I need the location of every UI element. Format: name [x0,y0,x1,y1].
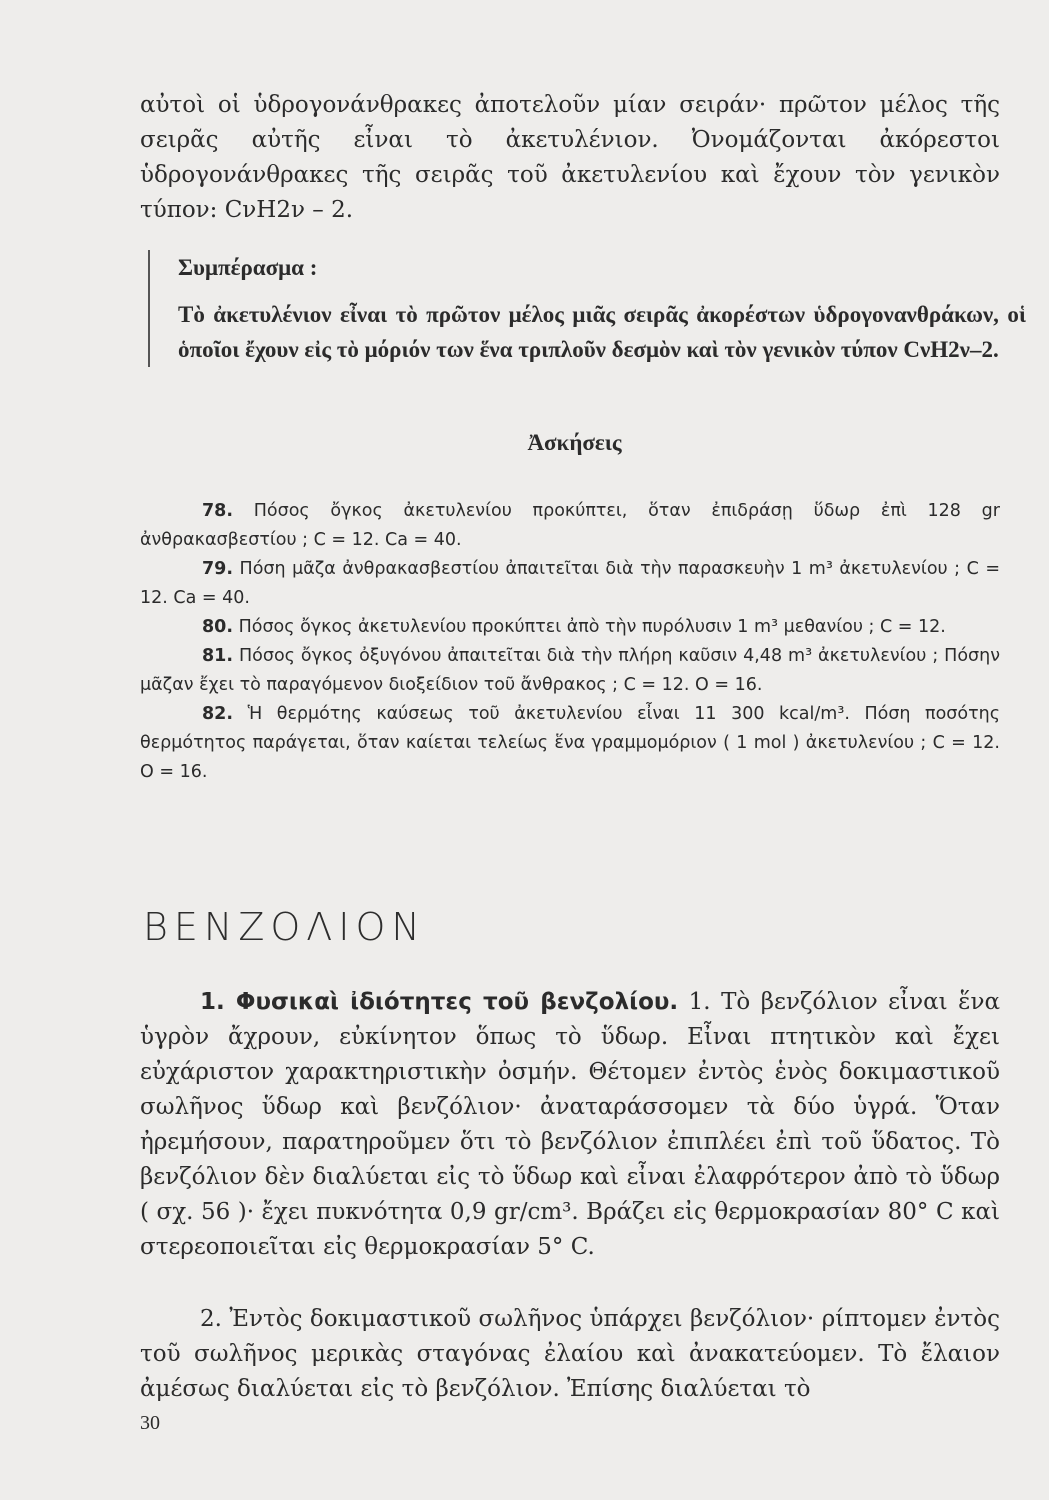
conclusion-box [148,250,1026,367]
exercise-item [140,613,1000,642]
exercise-text: Πόσος ὄγκος ἀκετυλενίου προκύπτει ἀπὸ τὴν πυρόλυσιν 1 m³ μεθανίου ; C = 12. [238,617,946,637]
exercise-number: 78. [202,501,234,521]
exercise-item [140,497,1000,555]
chapter-title: ΒΕΝΖΟΛΙΟΝ [143,905,426,949]
exercise-item [140,642,1000,700]
exercise-item [140,700,1000,787]
section-1-heading: 1. Φυσικαὶ ἰδιότητες τοῦ βενζολίου. [200,989,679,1015]
exercise-item [140,555,1000,613]
exercise-number: 82. [202,704,234,724]
exercise-number: 80. [202,617,234,637]
exercise-text: Πόση μᾶζα ἀνθρακασβεστίου ἀπαιτεῖται διὰ τὴν παρασκευὴν 1 m³ ἀκετυλενίου ; C = 12. Ca = 40. [140,559,1000,608]
section-1-text: 1. Τὸ βενζόλιον εἶναι ἕνα ὑγρὸν ἄχρουν, εὐκίνητον ὅπως τὸ ὕδωρ. Εἶναι πτητικὸν καὶ ἔχει εὐχάριστον χαρακτηριστικὴν ὀσμήν. Θέτομεν ἐντὸς ἑνὸς δοκιμαστικοῦ σωλῆνος ὕδωρ καὶ βενζόλιον· ἀναταράσσομεν τὰ δύο ὑγρά. Ὅταν ἠρεμήσουν, παρατηροῦμεν ὅτι τὸ βενζόλιον ἐπιπλέει ἐπὶ τοῦ ὕδατος. Τὸ βενζόλιον δὲν διαλύεται εἰς τὸ ὕδωρ καὶ εἶναι ἐλαφρότερον ἀπὸ τὸ ὕδωρ ( σχ. 56 )· ἔχει πυκνότητα 0,9 gr/cm³. Βράζει εἰς θερμοκρασίαν 80° C καὶ στερεοποιεῖται εἰς θερμοκρασίαν 5° C. [140,989,1000,1260]
section-2-paragraph: 2. Ἐντὸς δοκιμαστικοῦ σωλῆνος ὑπάρχει βενζόλιον· ρίπτομεν ἐντὸς τοῦ σωλῆνος μερικὰς σταγόνας ἐλαίου καὶ ἀνακατεύομεν. Τὸ ἔλαιον ἀμέσως διαλύεται εἰς τὸ βενζόλιον. Ἐπίσης διαλύεται τὸ [140,1306,1000,1402]
exercises-title: Ἀσκήσεις [527,430,622,455]
exercise-text: Πόσος ὄγκος ὀξυγόνου ἀπαιτεῖται διὰ τὴν πλήρη καῦσιν 4,48 m³ ἀκετυλενίου ; Πόσην μᾶζαν ἔχει τὸ παραγόμενον διοξείδιον τοῦ ἄνθρακος ; C = 12. O = 16. [140,646,1000,695]
intro-paragraph: αὐτοὶ οἱ ὑδρογονάνθρακες ἀποτελοῦν μίαν σειράν· πρῶτον μέλος τῆς σειρᾶς αὐτῆς εἶναι τὸ ἀκετυλένιον. Ὀνομάζονται ἀκόρεστοι ὑδρογονάνθρακες τῆς σειρᾶς τοῦ ἀκετυλενίου καὶ ἔχουν τὸν γενικὸν τύπον: CνH2ν – 2. [140,92,1000,223]
section-1-paragraph [140,985,1000,1265]
exercise-text: Ἡ θερμότης καύσεως τοῦ ἀκετυλενίου εἶναι 11 300 kcal/m³. Πόση ποσότης θερμότητος παράγεται, ὅταν καίεται τελείως ἕνα γραμμομόριον ( 1 mol ) ἀκετυλενίου ; C = 12. O = 16. [140,704,1000,782]
page-number: 30 [140,1412,160,1434]
conclusion-heading: Συμπέρασμα : [178,255,318,280]
conclusion-body: Τὸ ἀκετυλένιον εἶναι τὸ πρῶτον μέλος μιᾶς σειρᾶς ἀκορέστων ὑδρογονανθράκων, οἱ ὁποῖοι ἔχουν εἰς τὸ μόριόν των ἕνα τριπλοῦν δεσμὸν καὶ τὸν γενικὸν τύπον CνH2ν–2. [178,302,1026,362]
exercises-list [140,497,1000,787]
exercise-number: 79. [202,559,234,579]
exercise-text: Πόσος ὄγκος ἀκετυλενίου προκύπτει, ὅταν ἐπιδράσῃ ὕδωρ ἐπὶ 128 gr ἀνθρακασβεστίου ; C = 12. Ca = 40. [140,501,1000,550]
exercise-number: 81. [202,646,234,666]
